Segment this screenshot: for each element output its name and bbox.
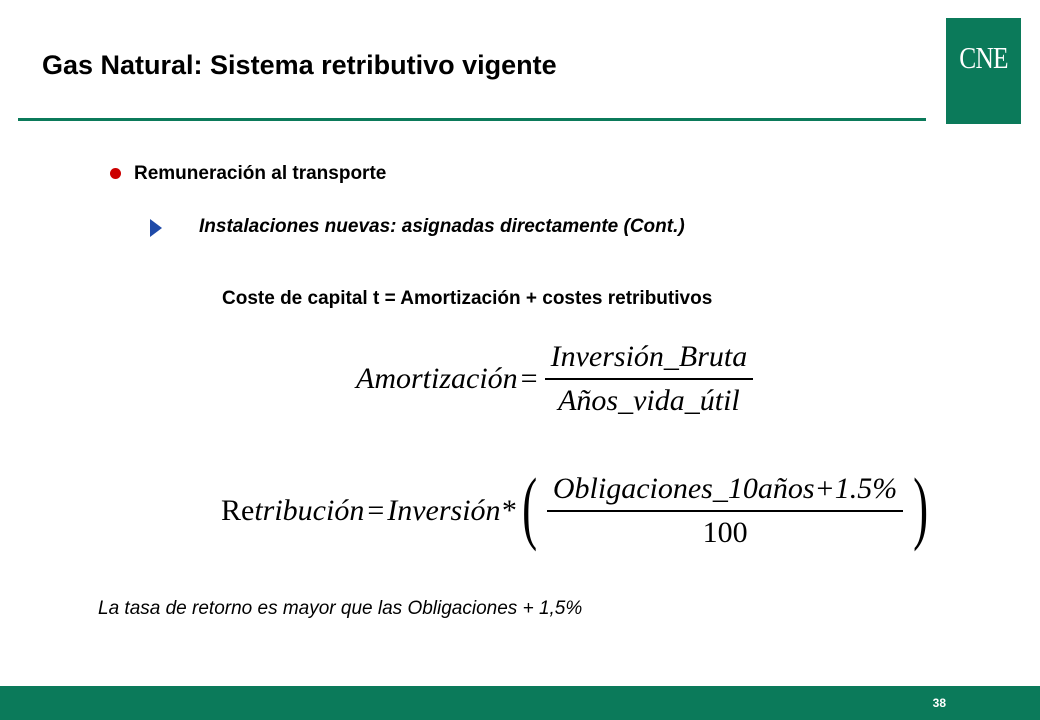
cne-logo [946,18,1021,124]
logo-text: CNE [959,40,1008,75]
formula2-fraction-bar [547,510,903,512]
bullet-remuneracion: Remuneración al transporte [134,163,387,184]
blue-arrow-bullet-icon [150,219,162,237]
formula1-denominator: Años_vida_útil [558,383,740,417]
red-dot-bullet-icon [110,168,121,179]
formula2-fraction [547,472,903,550]
coste-capital-heading: Coste de capital t = Amortización + costes retributivos [222,288,713,309]
formula2-term: Inversión* [387,494,516,527]
formula1-equals: = [520,361,538,395]
formula2-lhs-upright: Re [221,494,255,527]
formula1-lhs: Amortización [356,361,518,395]
retorno-note: La tasa de retorno es mayor que las Obligaciones + 1,5% [98,598,583,619]
slide-title: Gas Natural: Sistema retributivo vigente [42,50,557,80]
formula2-equals: = [367,494,385,527]
footer-bar [0,686,1040,720]
amortizacion-formula [356,340,757,418]
formula2-right-paren: ) [913,461,929,552]
title-underline [18,118,926,121]
sub-bullet-instalaciones: Instalaciones nuevas: asignadas directamente (Cont.) [199,216,685,237]
formula2-lhs-italic: tribución [254,494,365,527]
formula1-fraction [545,340,754,418]
formula2-left-paren: ( [521,461,537,552]
formula1-numerator: Inversión_Bruta [550,340,748,373]
formula2-denominator: 100 [702,515,748,549]
formula2-numerator: Obligaciones_10años+1.5% [552,472,898,506]
page-number: 38 [932,696,946,710]
retribucion-formula [221,461,935,552]
formula1-fraction-bar [545,378,754,380]
